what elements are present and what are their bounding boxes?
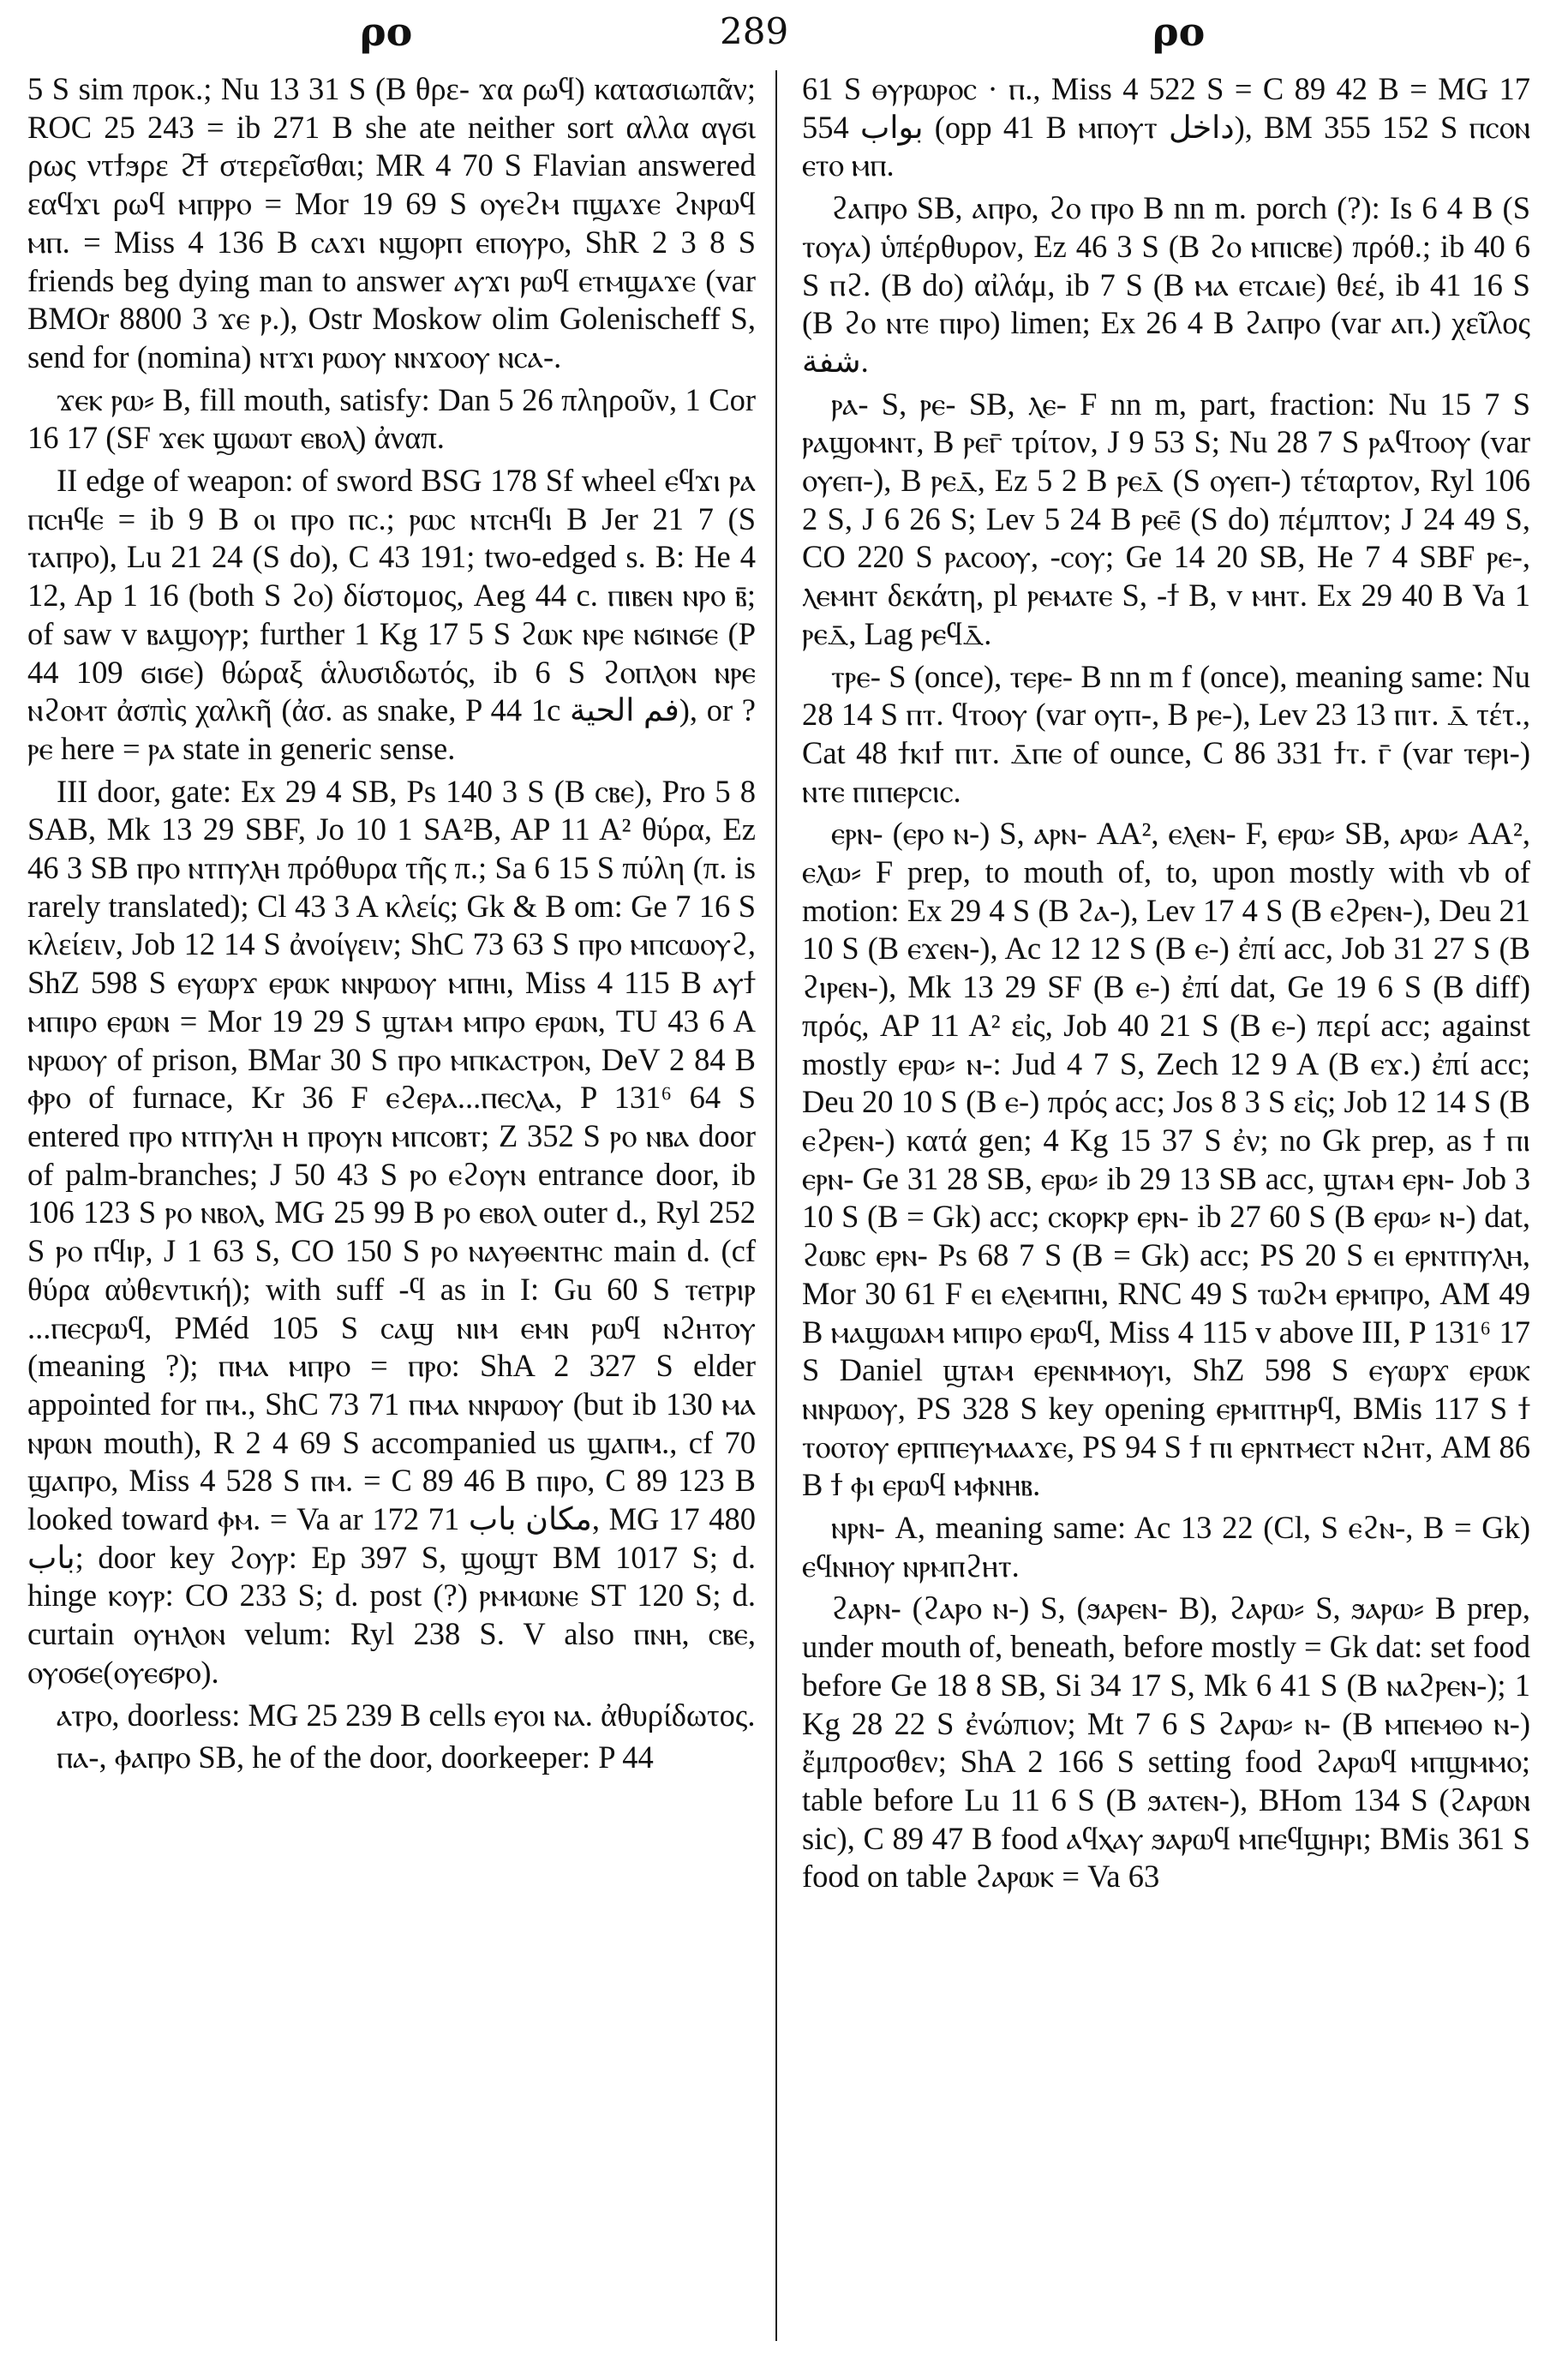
entry-paragraph: ⲧⲣⲉ- S (once), ⲧⲉⲣⲉ- B nn m f (once), meaning same: Nu 28 14 S ⲡⲧ. ϥⲧⲟⲟⲩ (var ⲟⲩⲡ-, B ⲣⲉ-), Lev 23 13 ⲡⲓⲧ. ⲇ̄ τέτ., Cat 48 ϯⲕⲓϯ ⲡⲓⲧ. ⲇ̄ⲡⲉ of ounce, C 86 331 ϯⲧ. ⲅ̄ (var ⲧⲉⲣⲓ-) ⲛⲧⲉ ⲡⲓⲡⲉⲣⲥⲓⲥ.: [802, 658, 1530, 809]
left-headword: ρο: [360, 9, 413, 55]
entry-paragraph: ⲣⲁ- S, ⲣⲉ- SB, ⲗⲉ- F nn m, part, fraction: Nu 15 7 S ⲣⲁϣⲟⲙⲛⲧ, B ⲣⲉⲅ̄ τρίτον, J 9 53 S; Nu 28 7 S ⲣⲁϥⲧⲟⲟⲩ (var ⲟⲩⲉⲡ-), B ⲣⲉⲇ̄, Ez 5 2 B ⲣⲉⲇ̄ (S ⲟⲩⲉⲡ-) τέταρτον, Ryl 106 2 S, J 6 26 S; Lev 5 24 B ⲣⲉⲉ̄ (S do) πέμπτον; J 24 49 S, CO 220 S ⲣⲁⲥⲟⲟⲩ, -ⲥⲟⲩ; Ge 14 20 SB, He 7 4 SBF ⲣⲉ-, ⲗⲉⲙⲏⲧ δεκάτη, pl ⲣⲉⲙⲁⲧⲉ S, -ϯ B, v ⲙⲏⲧ. Ex 29 40 B Va 1 ⲣⲉⲇ̄, Lag ⲣⲉϥⲇ̄.: [802, 386, 1530, 651]
entry-paragraph: 61 S ⲑⲩⲣⲱⲣⲟⲥ · ⲡ., Miss 4 522 S = C 89 42 B = MG 17 554 بواب (opp 41 B ⲙⲡⲟⲩⲧ داخل), BM 355 152 S ⲡⲥⲟⲛ ⲉⲧⲟ ⲙⲡ.: [802, 71, 1530, 183]
left-column: [27, 70, 756, 2350]
entry-paragraph: ϩⲁⲣⲛ- (ϩⲁⲣⲟ ⲛ-) S, (ϧⲁⲣⲉⲛ- B), ϩⲁⲣⲱ⸗ S, ϧⲁⲣⲱ⸗ B prep, under mouth of, beneath, before mostly = Gk dat: set food before Ge 18 8 SB, Si 34 17 S, Mk 6 41 S (B ⲛⲁϩⲣⲉⲛ-); 1 Kg 28 22 S ἐνώπιον; Mt 7 6 S ϩⲁⲣⲱ⸗ ⲛ- (B ⲙⲡⲉⲙⲑⲟ ⲛ-) ἔμπροσθεν; ShA 2 166 S setting food ϩⲁⲣⲱϥ ⲙⲡϣⲙⲙⲟ; table before Lu 11 6 S (B ϧⲁⲧⲉⲛ-), BHom 134 S (ϩⲁⲣⲱⲛ sic), C 89 47 B food ⲁϥⲭⲁⲩ ϧⲁⲣⲱϥ ⲙⲡⲉϥϣⲏⲣⲓ; BMis 361 S food on table ϩⲁⲣⲱⲕ = Va 63: [802, 1590, 1530, 1895]
entry-paragraph: ϩⲁⲡⲣⲟ SB, ⲁⲡⲣⲟ, ϩⲟ ⲡⲣⲟ B nn m. porch (?): Is 6 4 B (S ⲧⲟⲩⲁ) ὑπέρθυρον, Ez 46 3 S (B ϩⲟ ⲙⲡⲓⲥⲃⲉ) πρόθ.; ib 40 6 S ⲡϩ. (B do) αἰλάμ, ib 7 S (B ⲙⲁ ⲉⲧⲥⲁⲓⲉ) θεέ, ib 41 16 S (B ϩⲟ ⲛⲧⲉ ⲡⲓⲣⲟ) limen; Ex 26 4 B ϩⲁⲡⲣⲟ (var ⲁⲡ.) χεῖλος شفة.: [802, 190, 1530, 379]
entry-paragraph: ⲁⲧⲣⲟ, doorless: MG 25 239 B cells ⲉⲩⲟⲓ ⲛⲁ. ἀθυρίδωτος.: [57, 1697, 756, 1733]
running-head: [0, 9, 1568, 69]
entry-paragraph: ⲡⲁ-, ⲫⲁⲡⲣⲟ SB, he of the door, doorkeeper: P 44: [57, 1739, 654, 1775]
entry-paragraph: ⲉⲣⲛ- (ⲉⲣⲟ ⲛ-) S, ⲁⲣⲛ- AA², ⲉⲗⲉⲛ- F, ⲉⲣⲱ⸗ SB, ⲁⲣⲱ⸗ AA², ⲉⲗⲱ⸗ F prep, to mouth of, to, upon mostly with vb of motion: Ex 29 4 S (B ϩⲁ-), Lev 17 4 S (B ⲉϩⲣⲉⲛ-), Deu 21 10 S (B ⲉϫⲉⲛ-), Ac 12 12 S (B ⲉ-) ἐπί acc, Job 31 27 S (B ϩⲓⲣⲉⲛ-), Mk 13 29 SF (B ⲉ-) ἐπί dat, Ge 19 6 S (B diff) πρός, AP 11 A² εἰς, Job 40 21 S (B ⲉ-) περί acc; against mostly ⲉⲣⲱ⸗ ⲛ-: Jud 4 7 S, Zech 12 9 A (B ⲉϫ.) ἐπί acc; Deu 20 10 S (B ⲉ-) πρός acc; Jos 8 3 S εἰς; Job 12 14 S (B ⲉϩⲣⲉⲛ-) κατά gen; 4 Kg 15 37 S ἐν; no Gk prep, as ϯ ⲡⲓ ⲉⲣⲛ- Ge 31 28 SB, ⲉⲣⲱ⸗ ib 29 13 SB acc, ϣⲧⲁⲙ ⲉⲣⲛ- Job 3 10 S (B = Gk) acc; ⲥⲕⲟⲣⲕⲣ ⲉⲣⲛ- ib 27 60 S (B ⲉⲣⲱ⸗ ⲛ-) dat, ϩⲱⲃⲥ ⲉⲣⲛ- Ps 68 7 S (B = Gk) acc; PS 20 S ⲉⲓ ⲉⲣⲛⲧⲡⲩⲗⲏ, Mor 30 61 F ⲉⲓ ⲉⲗⲉⲙⲡⲏⲓ, RNC 49 S ⲧⲱϩⲙ ⲉⲣⲙⲡⲣⲟ, AM 49 B ⲙⲁϣⲱⲁⲙ ⲙⲡⲓⲣⲟ ⲉⲣⲱϥ, Miss 4 115 v above III, P 131⁶ 17 S Daniel ϣⲧⲁⲙ ⲉⲣⲉⲛⲙⲙⲟⲩⲓ, ShZ 598 S ⲉⲩⲱⲣϫ ⲉⲣⲱⲕ ⲛⲛⲣⲱⲟⲩ, PS 328 S key opening ⲉⲣⲙⲡⲧⲏⲣϥ, BMis 117 S ϯ ⲧⲟⲟⲧⲟⲩ ⲉⲣⲡⲡⲉⲩⲙⲁⲁϫⲉ, PS 94 S ϯ ⲡⲓ ⲉⲣⲛⲧⲙⲉⲥⲧ ⲛϩⲏⲧ, AM 86 B ϯ ⲫⲓ ⲉⲣⲱϥ ⲙⲫⲛⲏⲃ.: [802, 816, 1530, 1503]
entry-paragraph: ϫⲉⲕ ⲣⲱ⸗ B, fill mouth, satisfy: Dan 5 26 πληροῦν, 1 Cor 16 17 (SF ϫⲉⲕ ϣⲱⲱⲧ ⲉⲃⲟⲗ) ἀναπ.: [27, 381, 756, 456]
entry-paragraph: II edge of weapon: of sword BSG 178 Sf wheel ⲉϥϫⲓ ⲣⲁ ⲡⲥⲏϥⲉ = ib 9 B ⲟⲓ ⲡⲣⲟ ⲡⲥ.; ⲣⲱⲥ ⲛⲧⲥⲏϥⲓ B Jer 21 7 (S ⲧⲁⲡⲣⲟ), Lu 21 24 (S do), C 43 191; two-edged s. B: He 4 12, Ap 1 16 (both S ϩⲟ) δίστομος, Aeg 44 c. ⲡⲓⲃⲉⲛ ⲛⲣⲟ ⲃ̄; of saw v ⲃⲁϣⲟⲩⲣ; further 1 Kg 17 5 S ϩⲱⲕ ⲛⲣⲉ ⲛϭⲓⲛϭⲉ (P 44 109 ϭⲓϭⲉ) θώραξ ἁλυσιδωτός, ib 6 S ϩⲟⲡⲗⲟⲛ ⲛⲣⲉ ⲛϩⲟⲙⲧ ἀσπὶς χαλκῆ (ἀσ. as snake, P 44 1c فم الحية), or ? ⲣⲉ here = ⲣⲁ state in generic sense.: [27, 463, 756, 766]
right-headword: ρο: [1152, 9, 1206, 55]
page-number: 289: [720, 10, 789, 52]
entry-paragraph: ⲛⲣⲛ- A, meaning same: Ac 13 22 (Cl, S ⲉϩⲛ-, B = Gk) ⲉϥⲛⲏⲟⲩ ⲛⲣⲙⲡϩⲏⲧ.: [802, 1510, 1530, 1584]
column-divider: [775, 70, 777, 2341]
entry-paragraph: III door, gate: Ex 29 4 SB, Ps 140 3 S (B ⲥⲃⲉ), Pro 5 8 SAB, Mk 13 29 SBF, Jo 10 1 SA²B, AP 11 A² θύρα, Ez 46 3 SB ⲡⲣⲟ ⲛⲧⲡⲩⲗⲏ πρόθυρα τῆς π.; Sa 6 15 S πύλη (π. is rarely translated); Cl 43 3 A κλείς; Gk & B om: Ge 7 16 S κλείειν, Job 12 14 S ἀνοίγειν; ShC 73 63 S ⲡⲣⲟ ⲙⲡⲥⲱⲟⲩϩ, ShZ 598 S ⲉⲩⲱⲣϫ ⲉⲣⲱⲕ ⲛⲛⲣⲱⲟⲩ ⲙⲡⲏⲓ, Miss 4 115 B ⲁⲩϯ ⲙⲡⲓⲣⲟ ⲉⲣⲱⲛ = Mor 19 29 S ϣⲧⲁⲙ ⲙⲡⲣⲟ ⲉⲣⲱⲛ, TU 43 6 A ⲛⲣⲱⲟⲩ of prison, BMar 30 S ⲡⲣⲟ ⲙⲡⲕⲁⲥⲧⲣⲟⲛ, DeV 2 84 B ⲫⲣⲟ of furnace, Kr 36 F ⲉϩⲉⲣⲁ...ⲡⲉⲥⲗⲁ, P 131⁶ 64 S entered ⲡⲣⲟ ⲛⲧⲡⲩⲗⲏ ⲏ ⲡⲣⲟⲩⲛ ⲙⲡⲥⲟⲃⲧ; Z 352 S ⲣⲟ ⲛⲃⲁ door of palm-branches; J 50 43 S ⲣⲟ ⲉϩⲟⲩⲛ entrance door, ib 106 123 S ⲣⲟ ⲛⲃⲟⲗ, MG 25 99 B ⲣⲟ ⲉⲃⲟⲗ outer d., Ryl 252 S ⲣⲟ ⲡϥⲓⲣ, J 1 63 S, CO 150 S ⲣⲟ ⲛⲁⲩⲑⲉⲛⲧⲏⲥ main d. (cf θύρα αὐθεντική); with suff -ϥ as in I: Gu 60 S ⲧⲉⲧⲣⲓⲣ ...ⲡⲉⲥⲣⲱϥ, PMéd 105 S ⲥⲁϣ ⲛⲓⲙ ⲉⲙⲛ ⲣⲱϥ ⲛϩⲏⲧⲟⲩ (meaning ?); ⲡⲙⲁ ⲙⲡⲣⲟ = ⲡⲣⲟ: ShA 2 327 S elder appointed for ⲡⲙ., ShC 73 71 ⲡⲙⲁ ⲛⲛⲣⲱⲟⲩ (but ib 130 ⲙⲁ ⲛⲣⲱⲛ mouth), R 2 4 69 S accompanied us ϣⲁⲡⲙ., cf 70 ϣⲁⲡⲣⲟ, Miss 4 528 S ⲡⲙ. = C 89 46 B ⲡⲓⲣⲟ, C 89 123 B looked toward ⲫⲙ. = Va ar 172 71 مكان باب, MG 17 480 باب; door key ϩⲟⲩⲣ: Ep 397 S, ϣⲟϣⲧ BM 1017 S; d. hinge ⲕⲟⲩⲣ: CO 233 S; d. post (?) ⲣⲙⲙⲱⲛⲉ ST 120 S; d. curtain ⲟⲩⲏⲗⲟⲛ velum: Ryl 238 S. V also ⲡⲛⲏ, ⲥⲃⲉ, ⲟⲩⲟϭⲉ(ⲟⲩⲉϭⲣⲟ).: [27, 773, 756, 1690]
right-column: [802, 70, 1530, 2350]
entry-paragraph: 5 S sim προκ.; Nu 13 31 S (B θρε- ϫα ρωϥ) κατασιωπᾶν; ROC 25 243 = ib 271 B she ate neither sort αλλα αγϭι ρως ντϯϧρε ϩ̄ϯ στερεῖσθαι; MR 4 70 S Flavian answered εαϥϫι ρωϥ ⲙⲡⲣⲣⲟ = Mor 19 69 S ⲟⲩⲉϩⲙ ⲡϣⲁϫⲉ ϩⲛⲣⲱϥ ⲙⲡ. = Miss 4 136 B ⲥⲁϫⲓ ⲛϣⲟⲣⲡ ⲉⲡⲟⲩⲣⲟ, ShR 2 3 8 S friends beg dying man to answer ⲁⲩϫⲓ ⲣⲱϥ ⲉⲧⲙϣⲁϫⲉ (var BMOr 8800 3 ϫⲉ ⲣ.), Ostr Moskow olim Golenischeff S, send for (nomina) ⲛⲧϫⲓ ⲣⲱⲟⲩ ⲛⲛϫⲟⲟⲩ ⲛⲥⲁ-.: [27, 71, 756, 374]
